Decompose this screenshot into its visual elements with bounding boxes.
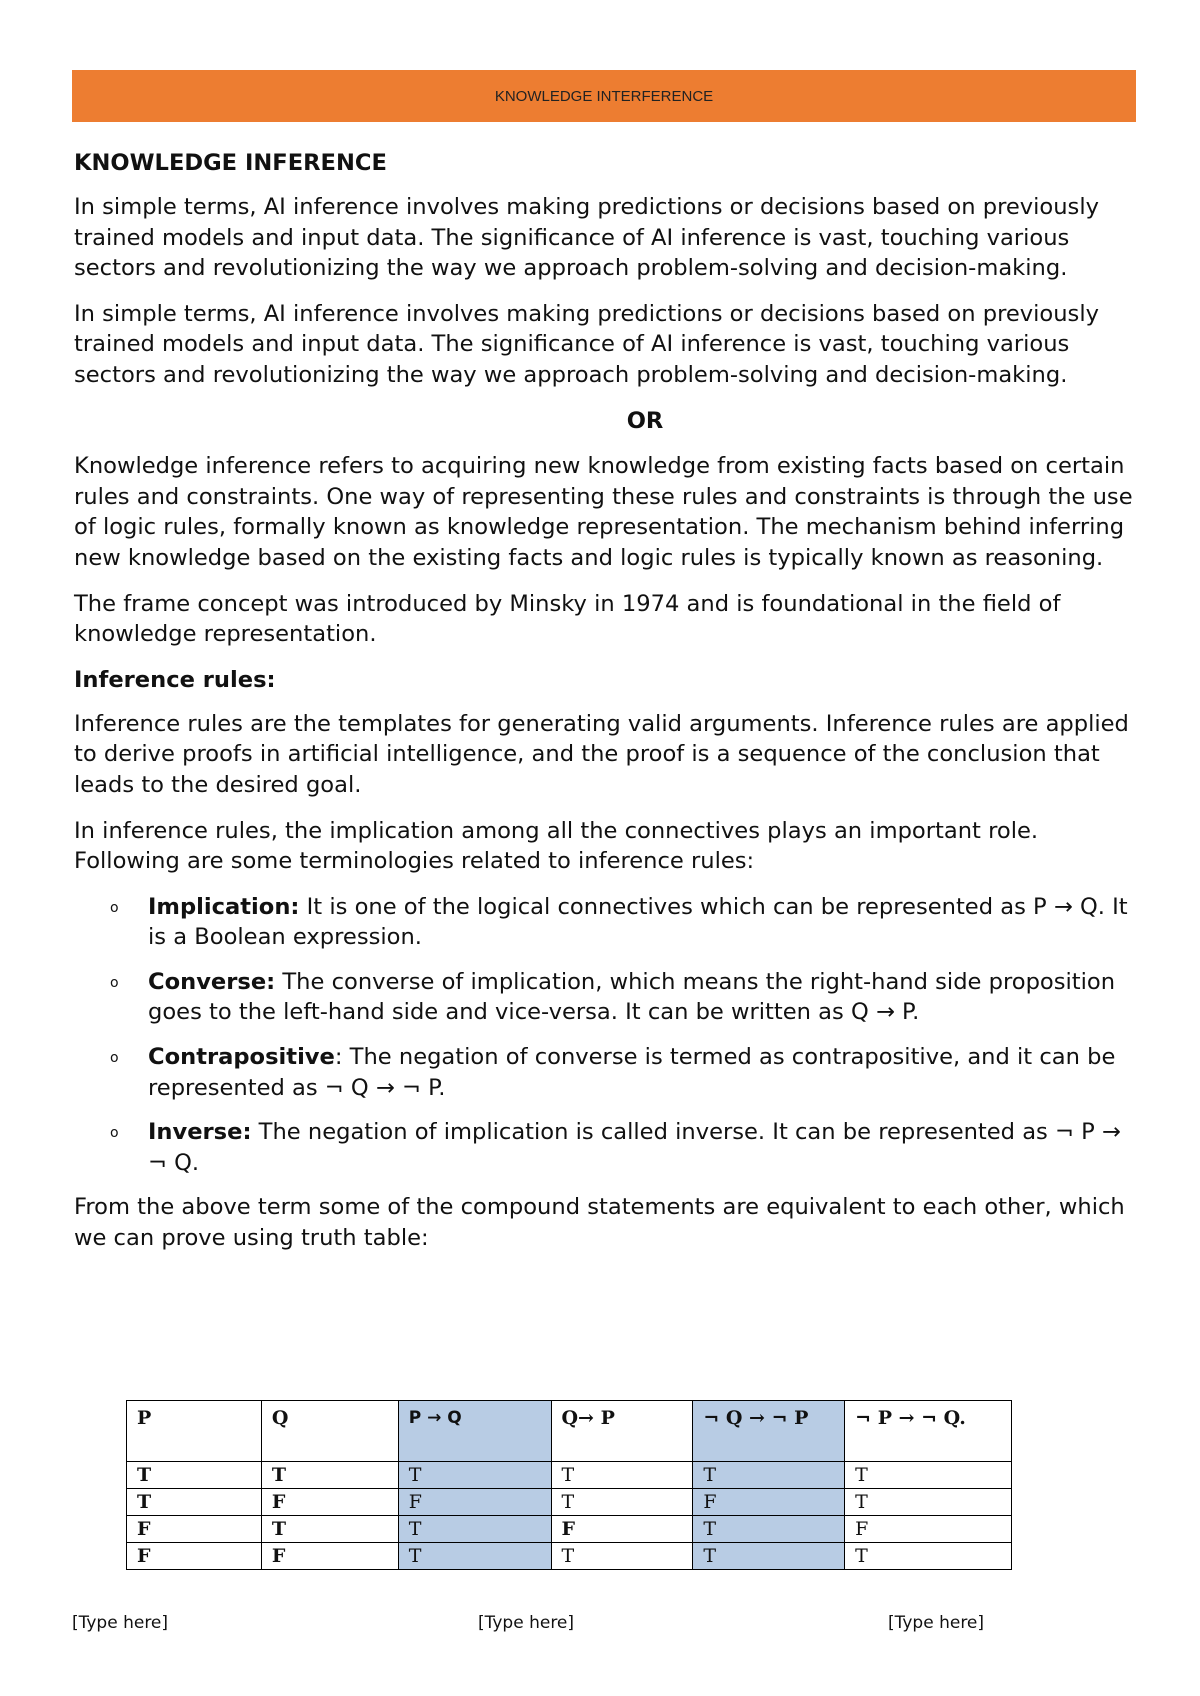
table-cell: F bbox=[845, 1516, 1012, 1543]
or-separator: OR bbox=[626, 407, 664, 434]
paragraph-7: From the above term some of the compound statements are equivalent to each other, which we can prove using truth table: bbox=[74, 1194, 1125, 1252]
bullet-icon: o bbox=[110, 974, 119, 991]
subheading-inference-rules: Inference rules: bbox=[74, 666, 276, 693]
term-label: Contrapositive bbox=[148, 1044, 335, 1071]
truth-table bbox=[126, 1400, 1012, 1570]
paragraph-3: Knowledge inference refers to acquiring new knowledge from existing facts based on certain rules and constraints. One way of representing these rules and constraints is through the use of logic rules, formally known as knowledge representation. The mechanism behind inferring new knowledge based on the existing facts and logic rules is typically known as reasoning. bbox=[74, 453, 1133, 571]
paragraph-4: The frame concept was introduced by Minsky in 1974 and is foundational in the field of knowledge representation. bbox=[74, 590, 1061, 648]
column-header: ¬ P → ¬ Q. bbox=[845, 1401, 1012, 1462]
paragraph-5: Inference rules are the templates for generating valid arguments. Inference rules are applied to derive proofs in artificial intelligence, and the proof is a sequence of the conclusion that leads to the desired goal. bbox=[74, 710, 1129, 798]
list-item bbox=[74, 1042, 1136, 1103]
table-cell: T bbox=[261, 1462, 398, 1489]
table-cell: F bbox=[127, 1543, 262, 1570]
table-row bbox=[127, 1543, 1012, 1570]
bullet-icon: o bbox=[110, 899, 119, 916]
table-cell: F bbox=[261, 1489, 398, 1516]
page-header bbox=[72, 70, 1136, 122]
table-cell: T bbox=[693, 1516, 845, 1543]
table-cell: T bbox=[551, 1462, 693, 1489]
table-cell: T bbox=[398, 1462, 551, 1489]
table-cell: F bbox=[398, 1489, 551, 1516]
term-description: It is one of the logical connectives which can be represented as P → Q. It is a Boolean expression. bbox=[148, 893, 1128, 951]
table-cell: T bbox=[693, 1543, 845, 1570]
term-description: : The negation of converse is termed as contrapositive, and it can be represented as ¬ Q → ¬ P. bbox=[148, 1044, 1116, 1101]
table-row bbox=[127, 1462, 1012, 1489]
paragraph-1: In simple terms, AI inference involves making predictions or decisions based on previously trained models and input data. The significance of AI inference is vast, touching various sectors and revolutionizing the way we approach problem-solving and decision-making. bbox=[74, 194, 1099, 282]
term-description: The converse of implication, which means the right-hand side proposition goes to the left-hand side and vice-versa. It can be written as Q → P. bbox=[148, 968, 1116, 1026]
table-cell: T bbox=[845, 1543, 1012, 1570]
table-cell: T bbox=[845, 1462, 1012, 1489]
table-cell: F bbox=[551, 1516, 693, 1543]
table-cell: T bbox=[398, 1543, 551, 1570]
term-label: Converse: bbox=[148, 968, 276, 995]
column-header: Q bbox=[261, 1401, 398, 1462]
header-title: KNOWLEDGE INTERFERENCE bbox=[494, 87, 714, 105]
list-item bbox=[74, 1117, 1136, 1178]
term-label: Implication: bbox=[148, 893, 300, 920]
table-cell: F bbox=[693, 1489, 845, 1516]
footer-left[interactable]: [Type here] bbox=[72, 1613, 169, 1633]
bullet-icon: o bbox=[110, 1050, 119, 1067]
table-row bbox=[127, 1516, 1012, 1543]
paragraph-6: In inference rules, the implication among all the connectives plays an important role. Following are some terminologies related to inference rules: bbox=[74, 817, 1039, 875]
table-cell: T bbox=[398, 1516, 551, 1543]
table-cell: T bbox=[551, 1543, 693, 1570]
table-cell: T bbox=[261, 1516, 398, 1543]
table-cell: T bbox=[551, 1489, 693, 1516]
table-cell: T bbox=[693, 1462, 845, 1489]
table-cell: T bbox=[127, 1462, 262, 1489]
table-header-row bbox=[127, 1401, 1012, 1462]
column-header: ¬ Q → ¬ P bbox=[693, 1401, 845, 1462]
footer-right[interactable]: [Type here] bbox=[888, 1613, 985, 1633]
terms-list bbox=[74, 892, 1136, 1179]
table-cell: T bbox=[127, 1489, 262, 1516]
column-header: Q→ P bbox=[551, 1401, 693, 1462]
table-cell: T bbox=[845, 1489, 1012, 1516]
term-description: The negation of implication is called inverse. It can be represented as ¬ P → ¬ Q. bbox=[148, 1119, 1121, 1176]
table-row bbox=[127, 1489, 1012, 1516]
bullet-icon: o bbox=[110, 1125, 119, 1142]
document-body bbox=[74, 148, 1136, 1269]
table-cell: F bbox=[127, 1516, 262, 1543]
table-cell: F bbox=[261, 1543, 398, 1570]
list-item bbox=[74, 967, 1136, 1028]
footer-center[interactable]: [Type here] bbox=[478, 1613, 575, 1633]
column-header: P bbox=[127, 1401, 262, 1462]
paragraph-2: In simple terms, AI inference involves making predictions or decisions based on previously trained models and input data. The significance of AI inference is vast, touching various sectors and revolutionizing the way we approach problem-solving and decision-making. bbox=[74, 300, 1099, 388]
term-label: Inverse: bbox=[148, 1119, 252, 1146]
list-item bbox=[74, 892, 1136, 953]
main-heading: KNOWLEDGE INFERENCE bbox=[74, 150, 387, 176]
column-header: P → Q bbox=[398, 1401, 551, 1462]
